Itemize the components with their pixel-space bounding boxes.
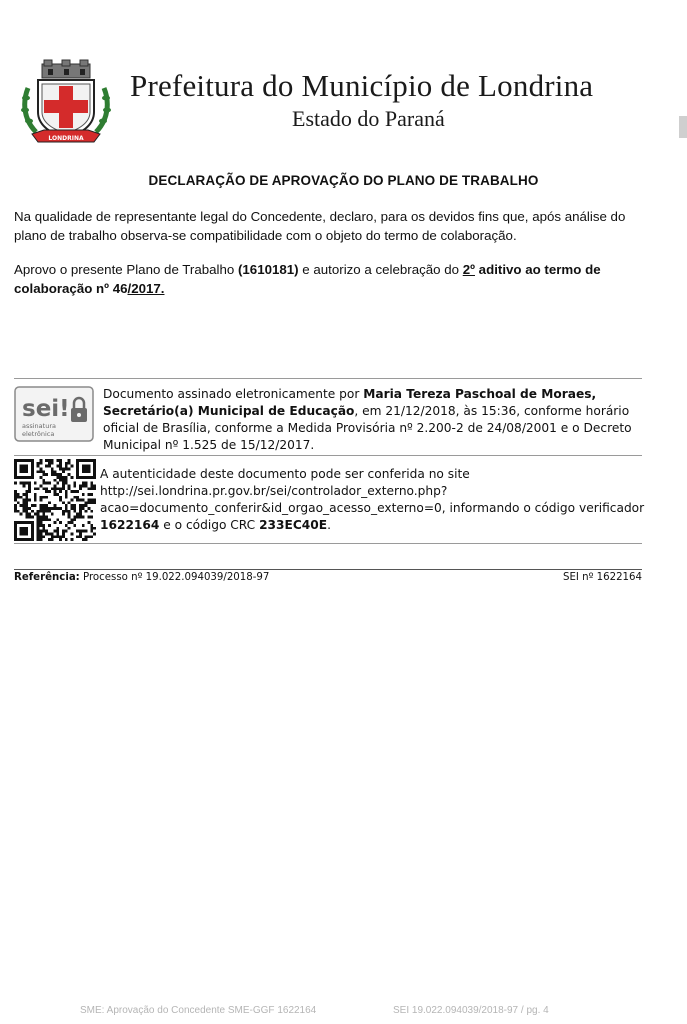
- authenticity-text-b: e o código CRC: [159, 518, 260, 532]
- reference-label: Referência:: [14, 572, 80, 583]
- approval-paragraph: [14, 260, 654, 298]
- authenticity-block-text: [100, 466, 645, 534]
- sei-signature-seal-icon: [14, 386, 94, 442]
- municipality-title: Prefeitura do Município de Londrina: [130, 68, 594, 103]
- agreement-year: /2017.: [127, 281, 165, 296]
- signature-block-text: [103, 386, 648, 454]
- page-edge-marker: [679, 116, 687, 138]
- signature-middle-rule: [14, 455, 642, 456]
- qr-code-icon: [14, 459, 96, 541]
- authenticity-text-a: A autenticidade deste documento pode ser conferida no site http://sei.londrina.pr.gov.br/sei/controlador_externo.php?acao=documento_conferir&id_orgao_acesso_externo=0, informando o código verificador: [100, 467, 645, 515]
- addendum-text: aditivo ao termo de colaboração nº 46: [14, 262, 601, 296]
- signer-name: Maria Tereza Paschoal de Moraes: [363, 387, 592, 401]
- plan-number: (1610181): [237, 262, 299, 277]
- footer-left: SME: Aprovação do Concedente SME-GGF 1622164: [80, 1005, 317, 1016]
- approval-text-b: e autorizo a celebração do: [298, 262, 463, 277]
- declaration-paragraph: Na qualidade de representante legal do Concedente, declaro, para os devidos fins que, após análise do plano de trabalho observa-se compatibilidade com o objeto do termo de colaboração.: [14, 209, 626, 243]
- seal-sub2: eletrônica: [22, 430, 55, 438]
- signature-top-rule: [14, 378, 642, 379]
- reference-rule: [14, 569, 642, 570]
- authenticity-text-c: .: [327, 518, 331, 532]
- seal-logo-text: sei!: [22, 396, 70, 422]
- footer-right: SEI 19.022.094039/2018-97 / pg. 4: [393, 1005, 549, 1016]
- municipal-crest-icon: [20, 58, 112, 150]
- signature-text-b: , em 21/12/2018, às 15:36, conforme horário oficial de Brasília, conforme a Medida Provisória nº 2.200-2 de 24/08/2001 e o Decreto Municipal nº 1.525 de 15/12/2017.: [103, 404, 632, 452]
- verifier-code: 1622164: [100, 518, 160, 532]
- signer-role: Secretário(a) Municipal de Educação: [103, 404, 355, 418]
- reference-sei-number: SEI nº 1622164: [562, 572, 642, 583]
- reference-line: [14, 572, 269, 583]
- seal-sub1: assinatura: [22, 422, 56, 430]
- crc-code: 233EC40E: [259, 518, 328, 532]
- signature-bottom-rule: [14, 543, 642, 544]
- addendum-number: 2º: [462, 262, 475, 277]
- crest-banner-text: LONDRINA: [48, 135, 84, 142]
- reference-process: Processo nº 19.022.094039/2018-97: [79, 572, 270, 583]
- approval-text-a: Aprovo o presente Plano de Trabalho: [14, 262, 238, 277]
- signer-separator: ,: [591, 387, 597, 401]
- state-subtitle: Estado do Paraná: [292, 106, 445, 131]
- document-title: DECLARAÇÃO DE APROVAÇÃO DO PLANO DE TRABALHO: [148, 173, 539, 188]
- signature-text-a: Documento assinado eletronicamente por: [103, 387, 364, 401]
